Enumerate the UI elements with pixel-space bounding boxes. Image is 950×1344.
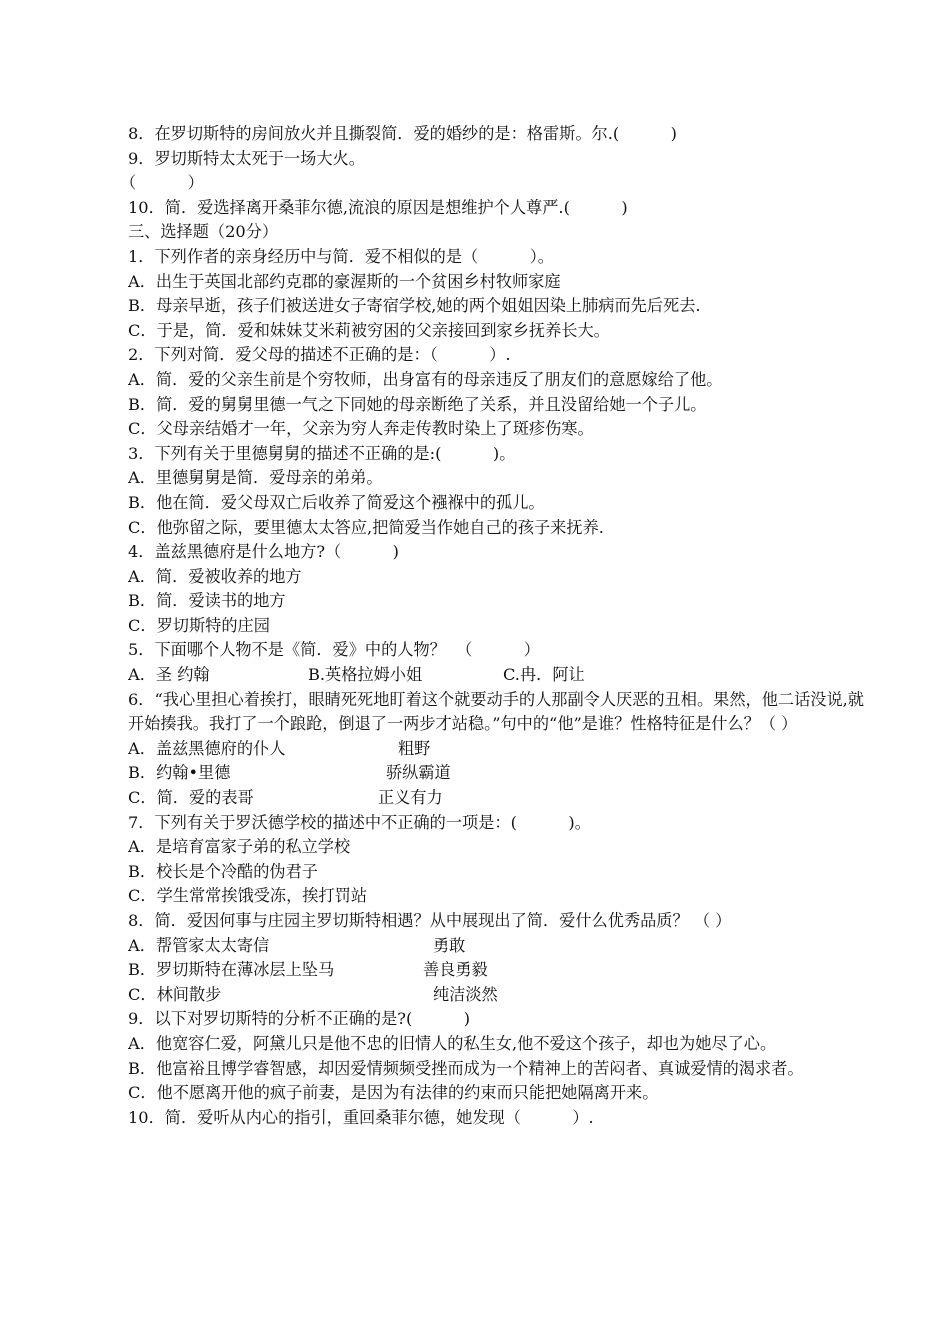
- section-title: 三、选择题（20分）: [128, 222, 279, 242]
- q5-option-a: A．圣 约翰: [128, 665, 210, 685]
- tf-answer-blank-9: （ ）: [120, 173, 204, 193]
- tf-question-9: 9．罗切斯特太太死于一场大火。: [128, 148, 365, 168]
- q8-option-a-row: [128, 934, 873, 959]
- q4-stem: 4．盖兹黑德府是什么地方?（ ): [128, 542, 399, 562]
- tf-question-8: 8．在罗切斯特的房间放火并且撕裂简．爱的婚纱的是：格雷斯。尔.( ): [128, 124, 677, 143]
- q3-option-a: A．里德舅舅是简．爱母亲的弟弟。: [128, 468, 383, 488]
- q6-option-c: C．简．爱的表哥: [128, 788, 254, 808]
- q8-option-b-trait: 善良勇毅: [423, 960, 488, 980]
- q3-option-c: C．他弥留之际，要里德太太答应,把简爱当作她自己的孩子来抚养.: [128, 517, 604, 537]
- q7-option-a: A．是培育富家子弟的私立学校: [128, 837, 351, 857]
- q2-option-a: A．简．爱的父亲生前是个穷牧师，出身富有的母亲违反了朋友们的意愿嫁给了他。: [128, 369, 723, 389]
- q6-stem: 6．“我心里担心着挨打，眼睛死死地盯着这个就要动手的人那副令人厌恶的丑相。果然，他二话没说,就开始揍我。我打了一个踉跄，倒退了一两步才站稳。”句中的“他”是谁？性格特征是什么？（ ）: [128, 689, 864, 734]
- q1-option-c: C．于是，简．爱和妹妹艾米莉被穷困的父亲接回到家乡抚养长大。: [128, 320, 610, 340]
- q8-option-a-trait: 勇敢: [433, 935, 466, 955]
- q8-option-c-trait: 纯洁淡然: [433, 984, 498, 1004]
- q5-option-c: C.冉．阿让: [503, 665, 585, 685]
- q6-option-c-row: [128, 786, 873, 811]
- q4-option-a: A．简．爱被收养的地方: [128, 566, 302, 586]
- q2-option-c: C．父母亲结婚才一年，父亲为穷人奔走传教时染上了斑疹伤寒。: [128, 419, 594, 439]
- q4-option-c: C．罗切斯特的庄园: [128, 615, 270, 635]
- q8-stem: 8．简．爱因何事与庄园主罗切斯特相遇？从中展现出了简．爱什么优秀品质？ （ ）: [128, 911, 732, 930]
- q8-option-b-row: [128, 958, 873, 983]
- q6-option-b-row: [128, 761, 873, 786]
- q9-option-a: A．他宽容仁爱，阿黛儿只是他不忠的旧情人的私生女,他不爱这个孩子，却也为她尽了心。: [128, 1033, 777, 1053]
- q6-option-a-trait: 粗野: [398, 738, 431, 758]
- q9-stem: 9．以下对罗切斯特的分析不正确的是?( ): [128, 1009, 471, 1029]
- q6-option-b-trait: 骄纵霸道: [386, 763, 451, 783]
- page-content: [120, 122, 873, 1130]
- q5-stem: 5．下面哪个人物不是《简．爱》中的人物？ （ ）: [128, 640, 540, 660]
- q3-option-b: B．他在简．爱父母双亡后收养了简爱这个襁褓中的孤儿。: [128, 492, 545, 512]
- q8-option-a: A．帮管家太太寄信: [128, 935, 270, 955]
- q7-option-c: C．学生常常挨饿受冻，挨打罚站: [128, 886, 368, 906]
- q5-options: [128, 663, 873, 688]
- q9-option-b: B．他富裕且博学睿智感，却因爱情频频受挫而成为一个精神上的苦闷者、真诚爱情的渴求者。: [128, 1058, 804, 1078]
- q6-option-a: A．盖兹黑德府的仆人: [128, 738, 286, 758]
- q5-option-b: B.英格拉姆小姐: [308, 665, 423, 685]
- tf-question-10: 10．简．爱选择离开桑菲尔德,流浪的原因是想维护个人尊严.( ): [128, 197, 628, 217]
- q10-stem: 10．简．爱听从内心的指引，重回桑菲尔德，她发现（ ）.: [128, 1107, 594, 1127]
- q2-stem: 2．下列对简．爱父母的描述不正确的是：（ ）.: [128, 345, 511, 365]
- q1-option-b: B．母亲早逝，孩子们被送进女子寄宿学校,她的两个姐姐因染上肺病而先后死去.: [128, 296, 701, 316]
- q8-option-b: B．罗切斯特在薄冰层上坠马: [128, 960, 335, 980]
- q8-option-c-row: [128, 983, 873, 1008]
- q1-stem: 1．下列作者的亲身经历中与简．爱不相似的是（ ）。: [128, 246, 554, 266]
- q6-option-c-trait: 正义有力: [378, 788, 443, 808]
- q2-option-b: B．简．爱的舅舅里德一气之下同她的母亲断绝了关系，并且没留给她一个子儿。: [128, 394, 707, 414]
- q4-option-b: B．简．爱读书的地方: [128, 591, 286, 611]
- q9-option-c: C．他不愿离开他的疯子前妻，是因为有法律的约束而只能把她隔离开来。: [128, 1083, 659, 1103]
- q6-option-b: B．约翰•里德: [128, 763, 231, 783]
- q7-option-b: B．校长是个冷酷的伪君子: [128, 861, 318, 881]
- q7-stem: 7．下列有关于罗沃德学校的描述中不正确的一项是：( )。: [128, 812, 591, 832]
- q8-option-c: C．林间散步: [128, 984, 222, 1004]
- q3-stem: 3．下列有关于里德舅舅的描述不正确的是:( )。: [128, 443, 516, 463]
- q1-option-a: A．出生于英国北部约克郡的豪渥斯的一个贫困乡村牧师家庭: [128, 271, 561, 291]
- q6-option-a-row: [128, 737, 873, 762]
